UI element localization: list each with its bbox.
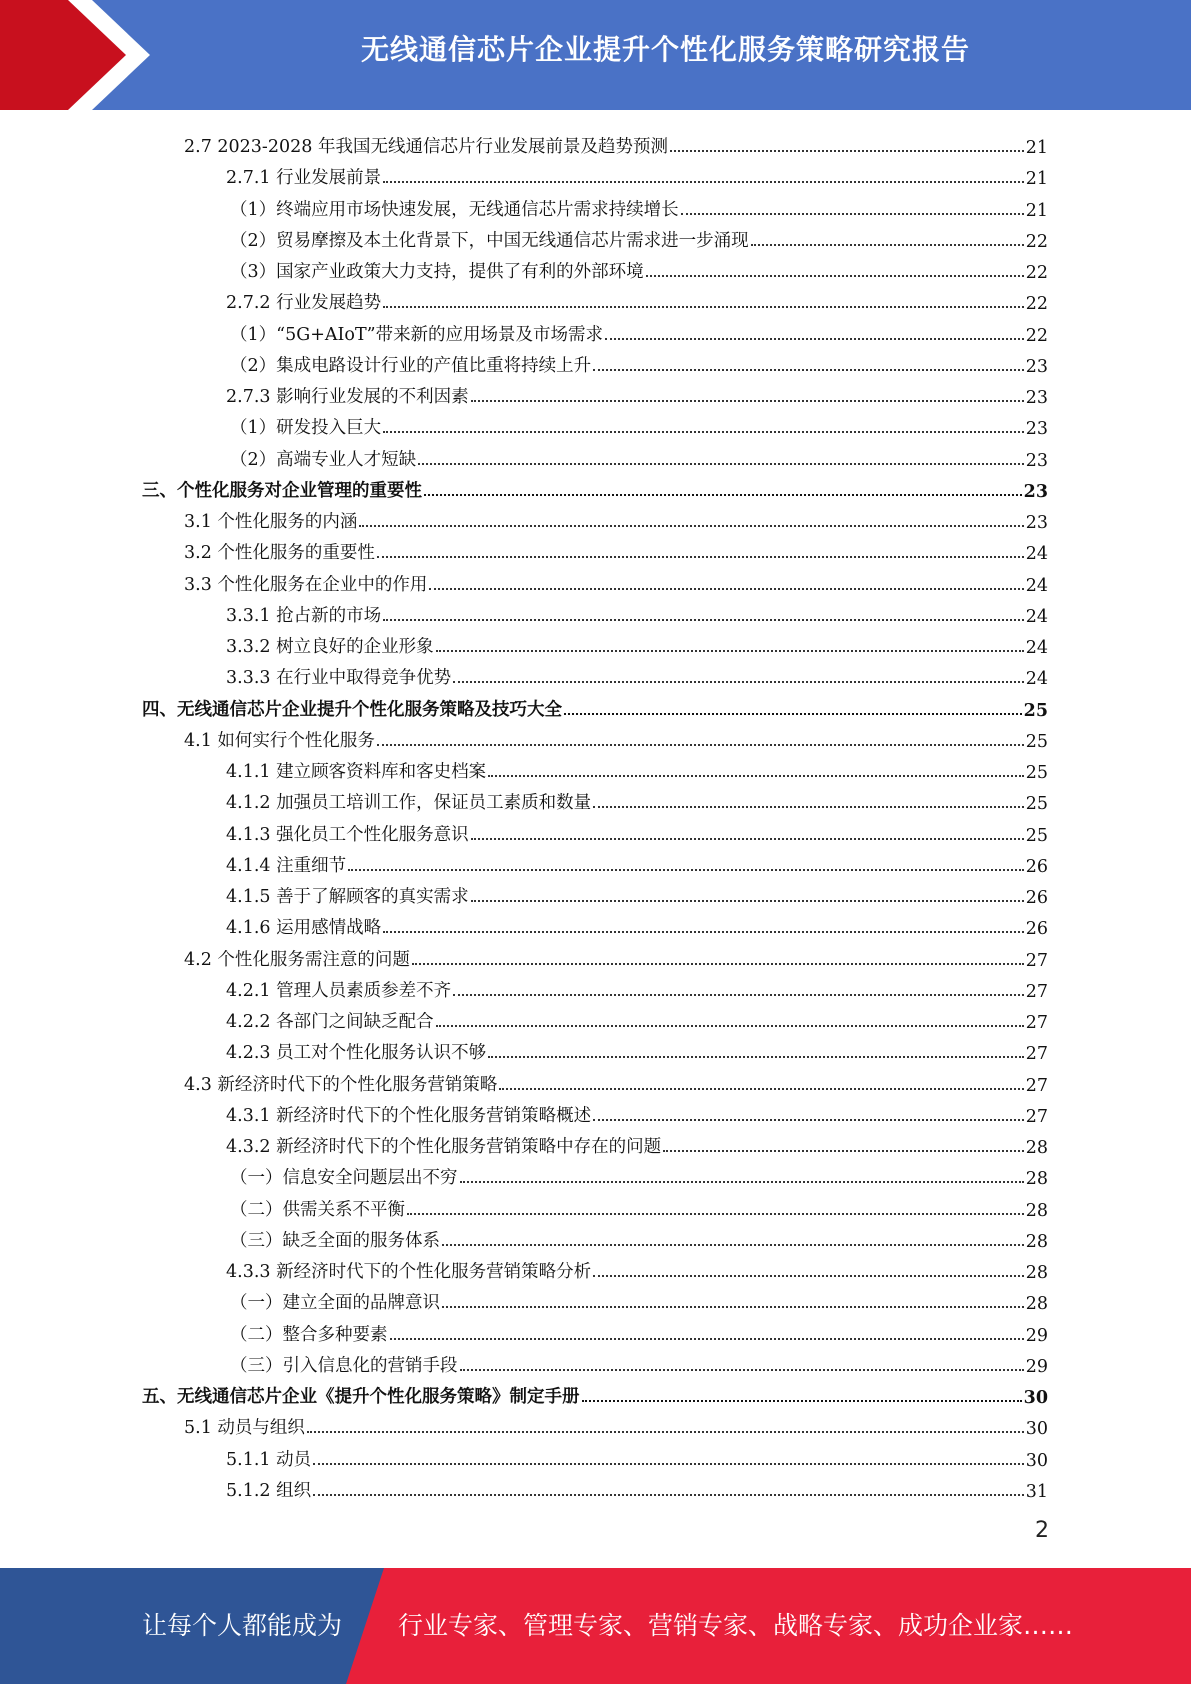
toc-entry-page: 28 (1025, 1169, 1048, 1190)
toc-entry-title: （3）国家产业政策大力支持，提供了有利的外部环境 (230, 262, 644, 282)
toc-leader-dots (383, 931, 1024, 933)
toc-entry-title: （三）缺乏全面的服务体系 (230, 1230, 440, 1251)
toc-leader-dots (593, 1275, 1024, 1277)
toc-leader-dots (582, 1400, 1022, 1402)
toc-leader-dots (488, 775, 1024, 777)
toc-entry-page: 23 (1025, 450, 1048, 471)
toc-entry-title: 2.7.2 行业发展趋势 (226, 293, 382, 314)
toc-entry-page: 23 (1023, 481, 1048, 502)
toc-leader-dots (499, 1088, 1023, 1090)
toc-entry[interactable] (230, 440, 1048, 471)
toc-entry[interactable] (230, 1190, 1048, 1221)
toc-leader-dots (442, 1306, 1024, 1308)
toc-entry-title: （二）整合多种要素 (230, 1324, 388, 1345)
toc-leader-dots (383, 181, 1024, 183)
toc-entry-title: 4.3.2 新经济时代下的个性化服务营销策略中存在的问题 (226, 1137, 662, 1157)
toc-leader-dots (418, 463, 1024, 465)
toc-entry[interactable] (226, 377, 1048, 408)
toc-entry-page: 22 (1025, 231, 1048, 252)
toc-leader-dots (471, 900, 1024, 902)
toc-entry[interactable] (226, 1002, 1048, 1033)
toc-entry-title: （三）引入信息化的营销手段 (230, 1355, 458, 1376)
toc-leader-dots (377, 556, 1024, 558)
toc-entry[interactable] (184, 533, 1048, 564)
toc-entry[interactable] (226, 783, 1048, 814)
toc-entry-page: 28 (1025, 1138, 1048, 1158)
toc-entry-title: 4.1.6 运用感情战略 (226, 918, 382, 939)
toc-entry[interactable] (226, 596, 1048, 627)
toc-entry[interactable] (230, 346, 1048, 377)
toc-entry-title: 4.1 如何实行个性化服务 (184, 730, 375, 751)
toc-entry-title: 4.1.2 加强员工培训工作，保证员工素质和数量 (226, 793, 592, 814)
toc-entry-page: 26 (1025, 888, 1048, 908)
toc-entry-page: 31 (1025, 1481, 1048, 1502)
toc-entry-page: 27 (1025, 1106, 1048, 1127)
toc-entry[interactable] (226, 1096, 1048, 1127)
toc-entry-page: 24 (1025, 575, 1048, 596)
toc-leader-dots (593, 1119, 1024, 1121)
toc-entry[interactable] (230, 221, 1048, 252)
toc-leader-dots (593, 369, 1024, 371)
toc-entry[interactable] (142, 471, 1048, 502)
toc-entry[interactable] (184, 127, 1048, 158)
toc-entry[interactable] (184, 565, 1048, 596)
toc-entry[interactable] (184, 1408, 1048, 1439)
toc-entry-page: 22 (1025, 263, 1048, 283)
toc-entry[interactable] (226, 752, 1048, 783)
toc-entry-page: 22 (1025, 294, 1048, 315)
toc-entry-page: 27 (1025, 981, 1048, 1002)
toc-entry-page: 28 (1025, 1231, 1048, 1252)
toc-entry-title: 4.2.3 员工对个性化服务认识不够 (226, 1043, 487, 1064)
toc-leader-dots (453, 994, 1024, 996)
toc-entry-title: 3.3 个性化服务在企业中的作用 (184, 574, 428, 595)
toc-entry-title: 3.2 个性化服务的重要性 (184, 543, 375, 564)
toc-leader-dots (460, 1369, 1024, 1371)
toc-leader-dots (751, 244, 1024, 246)
toc-entry[interactable] (184, 1065, 1048, 1096)
toc-leader-dots (593, 806, 1024, 808)
toc-leader-dots (383, 306, 1024, 308)
toc-entry-page: 23 (1025, 419, 1048, 440)
toc-entry-title: 5.1 动员与组织 (184, 1418, 305, 1439)
toc-entry[interactable] (226, 971, 1048, 1002)
toc-leader-dots (670, 150, 1024, 152)
toc-entry-page: 28 (1025, 1200, 1048, 1221)
toc-leader-dots (429, 588, 1023, 590)
toc-entry-page: 30 (1023, 1388, 1048, 1408)
toc-entry-page: 28 (1025, 1263, 1048, 1283)
toc-leader-dots (646, 275, 1024, 277)
toc-entry-title: 2.7.1 行业发展前景 (226, 168, 382, 189)
toc-leader-dots (460, 1181, 1024, 1183)
toc-entry-title: （1）研发投入巨大 (230, 418, 382, 439)
toc-entry-page: 25 (1025, 731, 1048, 752)
toc-entry-title: 3.3.2 树立良好的企业形象 (226, 637, 434, 657)
toc-entry[interactable] (226, 1127, 1048, 1158)
toc-entry-page: 30 (1025, 1450, 1048, 1471)
toc-entry-title: （一）信息安全问题层出不穷 (230, 1168, 458, 1189)
toc-entry[interactable] (226, 877, 1048, 908)
toc-entry-page: 22 (1025, 325, 1048, 346)
toc-entry-page: 23 (1025, 513, 1048, 533)
page-number: 2 (1035, 1518, 1049, 1543)
toc-entry[interactable] (226, 627, 1048, 658)
toc-leader-dots (471, 838, 1024, 840)
toc-leader-dots (453, 681, 1024, 683)
toc-leader-dots (383, 619, 1024, 621)
toc-entry-page: 30 (1025, 1419, 1048, 1440)
toc-entry-page: 25 (1025, 794, 1048, 815)
toc-leader-dots (471, 400, 1024, 402)
toc-entry-title: 5.1.1 动员 (226, 1449, 312, 1470)
toc-entry-page: 23 (1025, 356, 1048, 377)
toc-entry-page: 25 (1025, 763, 1048, 783)
toc-leader-dots (390, 1338, 1024, 1340)
toc-entry-title: 4.2 个性化服务需注意的问题 (184, 949, 410, 970)
toc-entry-title: （二）供需关系不平衡 (230, 1199, 405, 1220)
toc-leader-dots (424, 494, 1022, 496)
toc-leader-dots (436, 650, 1024, 652)
toc-entry-title: 三、个性化服务对企业管理的重要性 (142, 480, 422, 501)
toc-entry[interactable] (226, 908, 1048, 939)
toc-entry-title: （2）贸易摩擦及本土化背景下，中国无线通信芯片需求进一步涌现 (230, 230, 749, 251)
toc-entry[interactable] (226, 1033, 1048, 1064)
toc-entry[interactable] (226, 846, 1048, 877)
toc-entry-title: 4.2.1 管理人员素质参差不齐 (226, 980, 452, 1001)
toc-entry-title: 4.2.2 各部门之间缺乏配合 (226, 1012, 434, 1032)
toc-entry-title: 4.3 新经济时代下的个性化服务营销策略 (184, 1074, 498, 1095)
toc-entry-title: 2.7.3 影响行业发展的不利因素 (226, 387, 469, 407)
toc-entry[interactable] (184, 721, 1048, 752)
toc-entry[interactable] (226, 158, 1048, 189)
toc-entry-page: 26 (1025, 919, 1048, 940)
toc-leader-dots (564, 713, 1022, 715)
toc-entry-title: 3.1 个性化服务的内涵 (184, 512, 358, 532)
toc-leader-dots (681, 213, 1024, 215)
toc-entry[interactable] (184, 940, 1048, 971)
toc-entry[interactable] (230, 408, 1048, 439)
toc-leader-dots (313, 1494, 1024, 1496)
toc-entry[interactable] (230, 1283, 1048, 1314)
toc-leader-dots (359, 525, 1023, 527)
toc-leader-dots (442, 1244, 1024, 1246)
toc-entry-title: 4.3.1 新经济时代下的个性化服务营销策略概述 (226, 1105, 592, 1126)
toc-entry[interactable] (184, 502, 1048, 533)
toc-entry-title: （2）集成电路设计行业的产值比重将持续上升 (230, 355, 592, 376)
toc-entry-page: 25 (1025, 825, 1048, 846)
toc-entry-page: 21 (1025, 200, 1048, 221)
toc-entry-title: （1）“5G+AIoT”带来新的应用场景及市场需求 (230, 324, 604, 345)
toc-leader-dots (383, 431, 1024, 433)
toc-entry[interactable] (226, 658, 1048, 689)
toc-entry[interactable] (230, 1346, 1048, 1377)
toc-entry[interactable] (230, 190, 1048, 221)
toc-leader-dots (348, 869, 1024, 871)
toc-entry-page: 23 (1025, 388, 1048, 408)
toc-entry[interactable] (230, 1221, 1048, 1252)
toc-entry-title: （一）建立全面的品牌意识 (230, 1293, 440, 1314)
toc-entry[interactable] (226, 815, 1048, 846)
toc-entry[interactable] (226, 1440, 1048, 1471)
toc-entry-page: 29 (1025, 1325, 1048, 1346)
toc-entry-title: （2）高端专业人才短缺 (230, 449, 417, 470)
toc-entry-page: 29 (1025, 1356, 1048, 1377)
toc-leader-dots (412, 963, 1024, 965)
toc-entry-page: 21 (1025, 169, 1048, 190)
toc-leader-dots (407, 1213, 1024, 1215)
toc-entry-title: 4.1.1 建立顾客资料库和客史档案 (226, 762, 487, 782)
footer-slogan-left: 让每个人都能成为 (142, 1611, 343, 1640)
toc-entry-title: 3.3.1 抢占新的市场 (226, 605, 382, 626)
toc-entry-page: 24 (1025, 606, 1048, 627)
toc-leader-dots (663, 1150, 1024, 1152)
toc-entry-title: 五、无线通信芯片企业《提升个性化服务策略》制定手册 (142, 1387, 580, 1407)
toc-entry-page: 24 (1025, 669, 1048, 690)
toc-entry-page: 28 (1025, 1294, 1048, 1315)
toc-entry-page: 27 (1025, 1075, 1048, 1096)
toc-entry-page: 27 (1025, 950, 1048, 971)
toc-entry-page: 26 (1025, 856, 1048, 877)
footer-banner (0, 1568, 1191, 1684)
toc-entry-title: 3.3.3 在行业中取得竞争优势 (226, 668, 452, 689)
toc-entry[interactable] (226, 1471, 1048, 1502)
toc-entry-page: 21 (1025, 138, 1048, 158)
toc-entry[interactable] (230, 252, 1048, 283)
toc-entry-title: 2.7 2023-2028 年我国无线通信芯片行业发展前景及趋势预测 (184, 137, 668, 157)
toc-entry-page: 24 (1025, 544, 1048, 565)
toc-entry-title: 4.3.3 新经济时代下的个性化服务营销策略分析 (226, 1262, 592, 1282)
toc-entry-page: 27 (1025, 1044, 1048, 1065)
toc-entry[interactable] (226, 1252, 1048, 1283)
toc-entry-title: 5.1.2 组织 (226, 1480, 312, 1501)
toc-entry[interactable] (226, 283, 1048, 314)
toc-entry[interactable] (142, 1377, 1048, 1408)
toc-entry-title: 四、无线通信芯片企业提升个性化服务策略及技巧大全 (142, 699, 562, 720)
toc-entry[interactable] (142, 690, 1048, 721)
toc-entry-title: 4.1.4 注重细节 (226, 855, 347, 876)
toc-leader-dots (605, 338, 1024, 340)
toc-entry-page: 27 (1025, 1013, 1048, 1033)
toc-leader-dots (377, 744, 1024, 746)
toc-leader-dots (307, 1431, 1024, 1433)
footer-slogan-right: 行业专家、管理专家、营销专家、战略专家、成功企业家…… (398, 1611, 1074, 1640)
toc-entry-page: 24 (1025, 638, 1048, 658)
toc-leader-dots (313, 1463, 1024, 1465)
toc-entry[interactable] (230, 1158, 1048, 1189)
toc-leader-dots (488, 1056, 1024, 1058)
toc-entry-title: 4.1.5 善于了解顾客的真实需求 (226, 887, 469, 907)
toc-entry[interactable] (230, 1315, 1048, 1346)
toc-entry-title: （1）终端应用市场快速发展，无线通信芯片需求持续增长 (230, 199, 679, 220)
toc-entry[interactable] (230, 315, 1048, 346)
toc-leader-dots (436, 1025, 1024, 1027)
document-title: 无线通信芯片企业提升个性化服务策略研究报告 (360, 33, 970, 66)
header-banner (0, 0, 1191, 110)
toc-entry-title: 4.1.3 强化员工个性化服务意识 (226, 824, 469, 845)
toc-entry-page: 25 (1023, 700, 1048, 721)
